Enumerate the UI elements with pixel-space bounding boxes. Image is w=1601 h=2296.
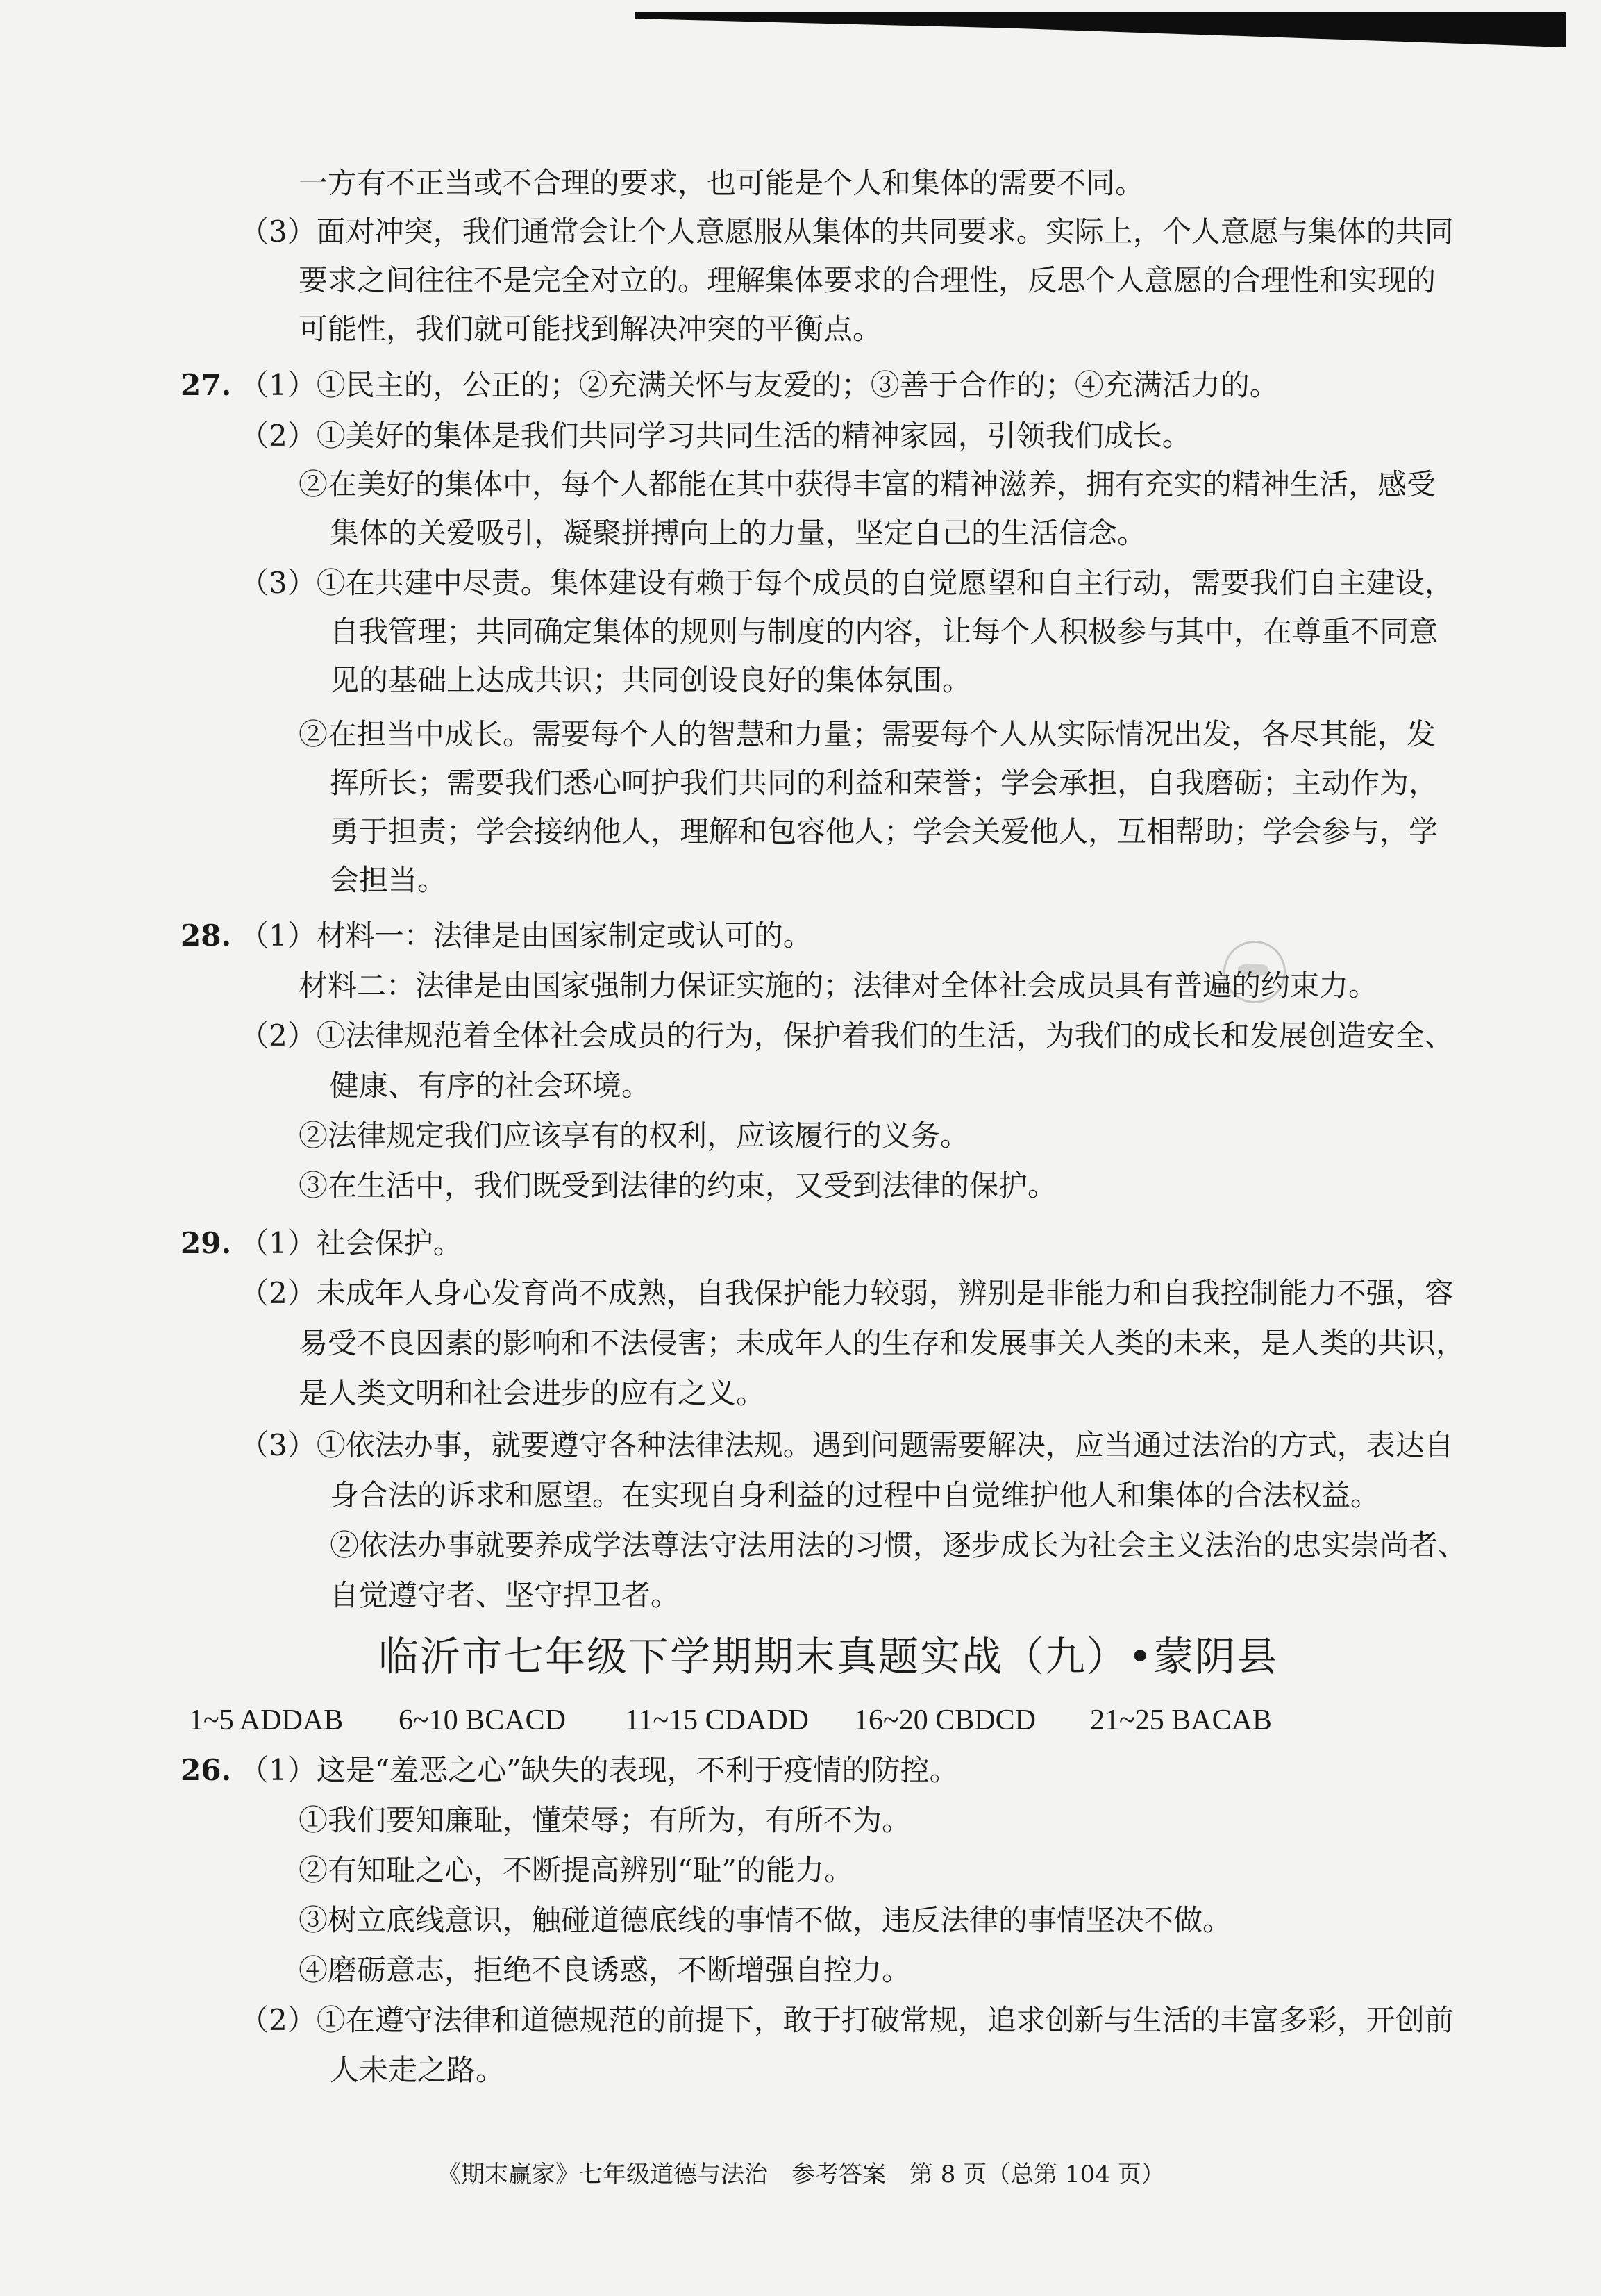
- text-line: 自我管理；共同确定集体的规则与制度的内容，让每个人积极参与其中，在尊重不同意: [330, 614, 1439, 648]
- text-line: ③在生活中，我们既受到法律的约束，又受到法律的保护。: [299, 1168, 1057, 1203]
- text-line: （1）这是“羞恶之心”缺失的表现，不利于疫情的防控。: [240, 1753, 959, 1787]
- question-number: 27.: [181, 368, 232, 402]
- text-line: ③树立底线意识，触碰道德底线的事情不做，违反法律的事情坚决不做。: [299, 1903, 1232, 1937]
- question-number: 26.: [181, 1753, 232, 1787]
- multiple-choice-answers: [189, 1701, 1272, 1740]
- text-line: 勇于担责；学会接纳他人，理解和包容他人；学会关爱他人，互相帮助；学会参与，学: [330, 814, 1439, 848]
- text-line: （2）①在遵守法律和道德规范的前提下，敢于打破常规，追求创新与生活的丰富多彩，开创前: [240, 2003, 1454, 2037]
- text-line: （2）①法律规范着全体社会成员的行为，保护着我们的生活，为我们的成长和发展创造安全、: [240, 1019, 1454, 1053]
- mc-answer: 6~10 BCACD: [399, 1704, 566, 1736]
- text-line: 人未走之路。: [330, 2053, 505, 2087]
- text-line: ②有知耻之心，不断提高辨别“耻”的能力。: [299, 1853, 853, 1887]
- text-line: 自觉遵守者、坚守捍卫者。: [330, 1578, 680, 1612]
- section-title: 临沂市七年级下学期期末真题实战（九）•蒙阴县: [378, 1633, 1279, 1680]
- text-line: 材料二：法律是由国家强制力保证实施的；法律对全体社会成员具有普遍的约束力。: [299, 969, 1378, 1003]
- text-line: 挥所长；需要我们悉心呵护我们共同的利益和荣誉；学会承担，自我磨砺；主动作为，: [330, 766, 1439, 800]
- mc-answer: 16~20 CBDCD: [854, 1704, 1036, 1736]
- text-line: （3）①依法办事，就要遵守各种法律法规。遇到问题需要解决，应当通过法治的方式，表达自: [240, 1428, 1454, 1462]
- text-line: 可能性，我们就可能找到解决冲突的平衡点。: [299, 312, 882, 346]
- text-line: 健康、有序的社会环境。: [330, 1069, 651, 1103]
- text-line: ①我们要知廉耻，懂荣辱；有所为，有所不为。: [299, 1803, 912, 1837]
- text-line: （3）面对冲突，我们通常会让个人意愿服从集体的共同要求。实际上，个人意愿与集体的共同: [240, 215, 1454, 249]
- text-line: 要求之间往往不是完全对立的。理解集体要求的合理性，反思个人意愿的合理性和实现的: [299, 263, 1436, 297]
- text-line: （3）①在共建中尽责。集体建设有赖于每个成员的自觉愿望和自主行动，需要我们自主建设，: [240, 566, 1454, 600]
- text-line: 一方有不正当或不合理的要求，也可能是个人和集体的需要不同。: [299, 166, 1145, 200]
- text-line: （1）①民主的，公正的；②充满关怀与友爱的；③善于合作的；④充满活力的。: [240, 368, 1279, 402]
- text-line: 是人类文明和社会进步的应有之义。: [299, 1376, 766, 1410]
- text-line: （1）社会保护。: [240, 1226, 462, 1260]
- text-line: 易受不良因素的影响和不法侵害；未成年人的生存和发展事关人类的未来，是人类的共识，: [299, 1326, 1466, 1360]
- page-footer: 《期末赢家》七年级道德与法治 参考答案 第 8 页（总第 104 页）: [437, 2161, 1165, 2188]
- text-line: ④磨砺意志，拒绝不良诱惑，不断增强自控力。: [299, 1953, 912, 1987]
- text-line: ②在担当中成长。需要每个人的智慧和力量；需要每个人从实际情况出发，各尽其能，发: [299, 717, 1436, 751]
- mc-answer: 11~15 CDADD: [625, 1704, 810, 1736]
- text-line: ②依法办事就要养成学法尊法守法用法的习惯，逐步成长为社会主义法治的忠实崇尚者、: [330, 1528, 1468, 1562]
- text-line: ②在美好的集体中，每个人都能在其中获得丰富的精神滋养，拥有充实的精神生活，感受: [299, 467, 1436, 501]
- mc-answer: 1~5 ADDAB: [189, 1704, 344, 1736]
- mc-answer: 21~25 BACAB: [1090, 1704, 1272, 1736]
- question-number: 29.: [181, 1226, 232, 1260]
- text-line: （2）未成年人身心发育尚不成熟，自我保护能力较弱，辨别是非能力和自我控制能力不强，容: [240, 1276, 1454, 1310]
- question-number: 28.: [181, 919, 232, 953]
- text-line: （2）①美好的集体是我们共同学习共同生活的精神家园，引领我们成长。: [240, 419, 1191, 453]
- text-line: 集体的关爱吸引，凝聚拼搏向上的力量，坚定自己的生活信念。: [330, 516, 1147, 550]
- text-line: ②法律规定我们应该享有的权利，应该履行的义务。: [299, 1118, 970, 1153]
- text-line: 身合法的诉求和愿望。在实现自身利益的过程中自觉维护他人和集体的合法权益。: [330, 1478, 1380, 1512]
- text-line: 会担当。: [330, 863, 447, 897]
- text-line: 见的基础上达成共识；共同创设良好的集体氛围。: [330, 663, 972, 697]
- text-line: （1）材料一：法律是由国家制定或认可的。: [240, 919, 812, 953]
